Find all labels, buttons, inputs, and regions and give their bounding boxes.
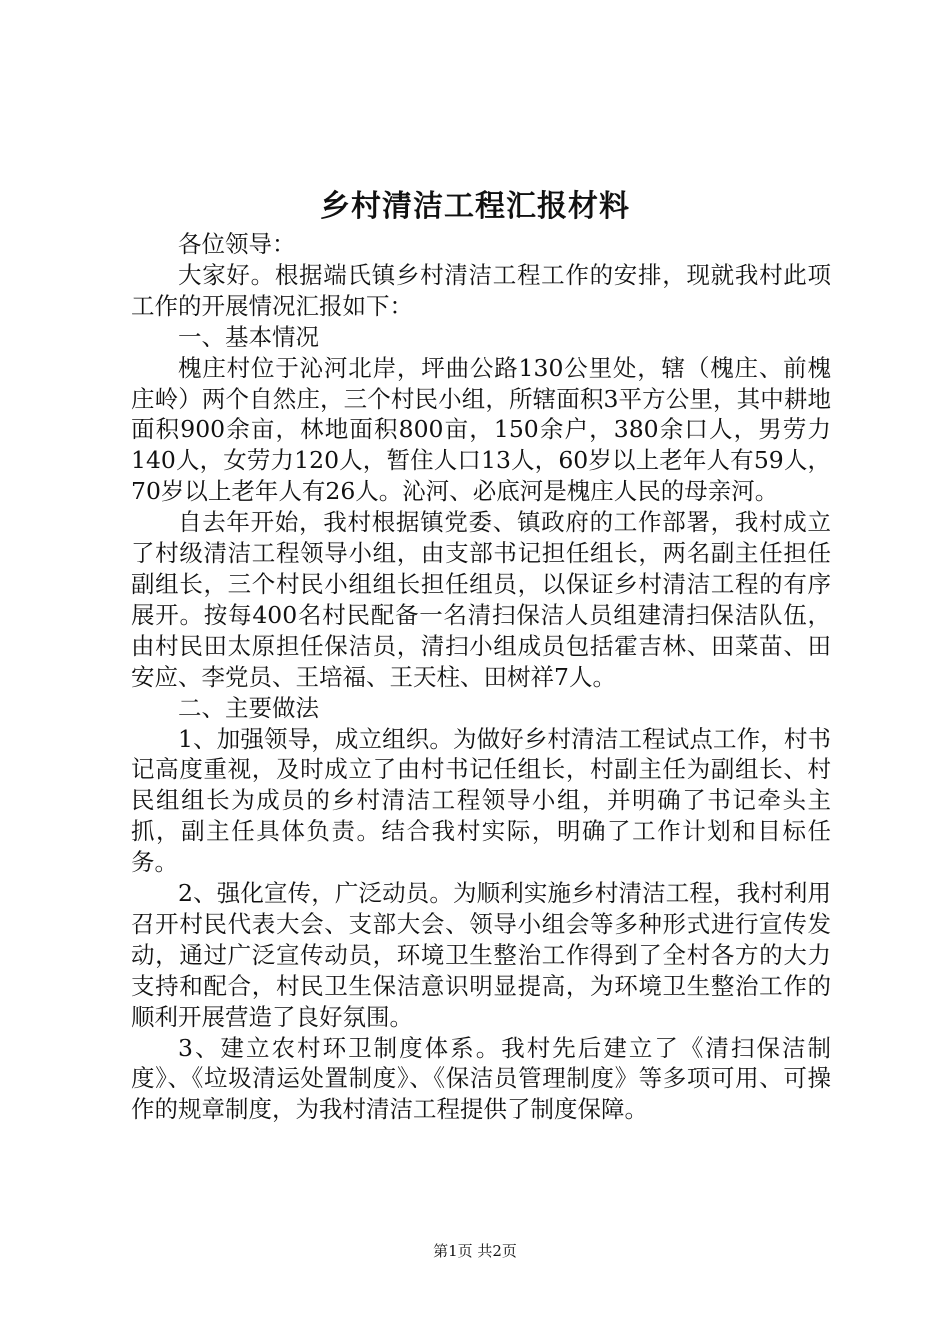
page-footer: 第1页 共2页 bbox=[433, 1242, 517, 1260]
document-title: 乡村清洁工程汇报材料 bbox=[320, 189, 630, 224]
document-body bbox=[131, 229, 831, 1125]
basic-info-paragraph: 槐庄村位于沁河北岸，坪曲公路130公里处，辖（槐庄、前槐庄岭）两个自然庄，三个村民小组，所辖面积3平方公里，其中耕地面积900余亩，林地面积800亩，150余户，380余口人，男劳力140人，女劳力120人，暂住人口13人，60岁以上老年人有59人，70岁以上老年人有26人。沁河、必底河是槐庄人民的母亲河。 bbox=[131, 353, 831, 506]
intro-paragraph: 大家好。根据端氏镇乡村清洁工程工作的安排，现就我村此项工作的开展情况汇报如下： bbox=[131, 260, 831, 320]
section-heading-practices: 二、主要做法 bbox=[178, 693, 319, 722]
practice-item-2: 2、强化宣传，广泛动员。为顺利实施乡村清洁工程，我村利用召开村民代表大会、支部大会、领导小组会等多种形式进行宣传发动，通过广泛宣传动员，环境卫生整治工作得到了全村各方的大力支持和配合，村民卫生保洁意识明显提高，为环境卫生整治工作的顺利开展营造了良好氛围。 bbox=[131, 879, 831, 1031]
section-heading-basic: 一、基本情况 bbox=[178, 322, 319, 351]
organization-paragraph: 自去年开始，我村根据镇党委、镇政府的工作部署，我村成立了村级清洁工程领导小组，由支部书记担任组长，两名副主任担任副组长，三个村民小组组长担任组员，以保证乡村清洁工程的有序展开。按每400名村民配备一名清扫保洁人员组建清扫保洁队伍，由村民田太原担任保洁员，清扫小组成员包括霍吉林、田菜苗、田安应、李党员、王培福、王天柱、田树祥7人。 bbox=[131, 508, 831, 691]
salutation: 各位领导： bbox=[178, 230, 296, 258]
practice-item-1: 1、加强领导，成立组织。为做好乡村清洁工程试点工作，村书记高度重视，及时成立了由村书记任组长，村副主任为副组长、村民组组长为成员的乡村清洁工程领导小组，并明确了书记牵头主抓，副主任具体负责。结合我村实际，明确了工作计划和目标任务。 bbox=[131, 724, 831, 877]
practice-item-3: 3、建立农村环卫制度体系。我村先后建立了《清扫保洁制度》、《垃圾清运处置制度》、《保洁员管理制度》等多项可用、可操作的规章制度，为我村清洁工程提供了制度保障。 bbox=[131, 1033, 831, 1124]
